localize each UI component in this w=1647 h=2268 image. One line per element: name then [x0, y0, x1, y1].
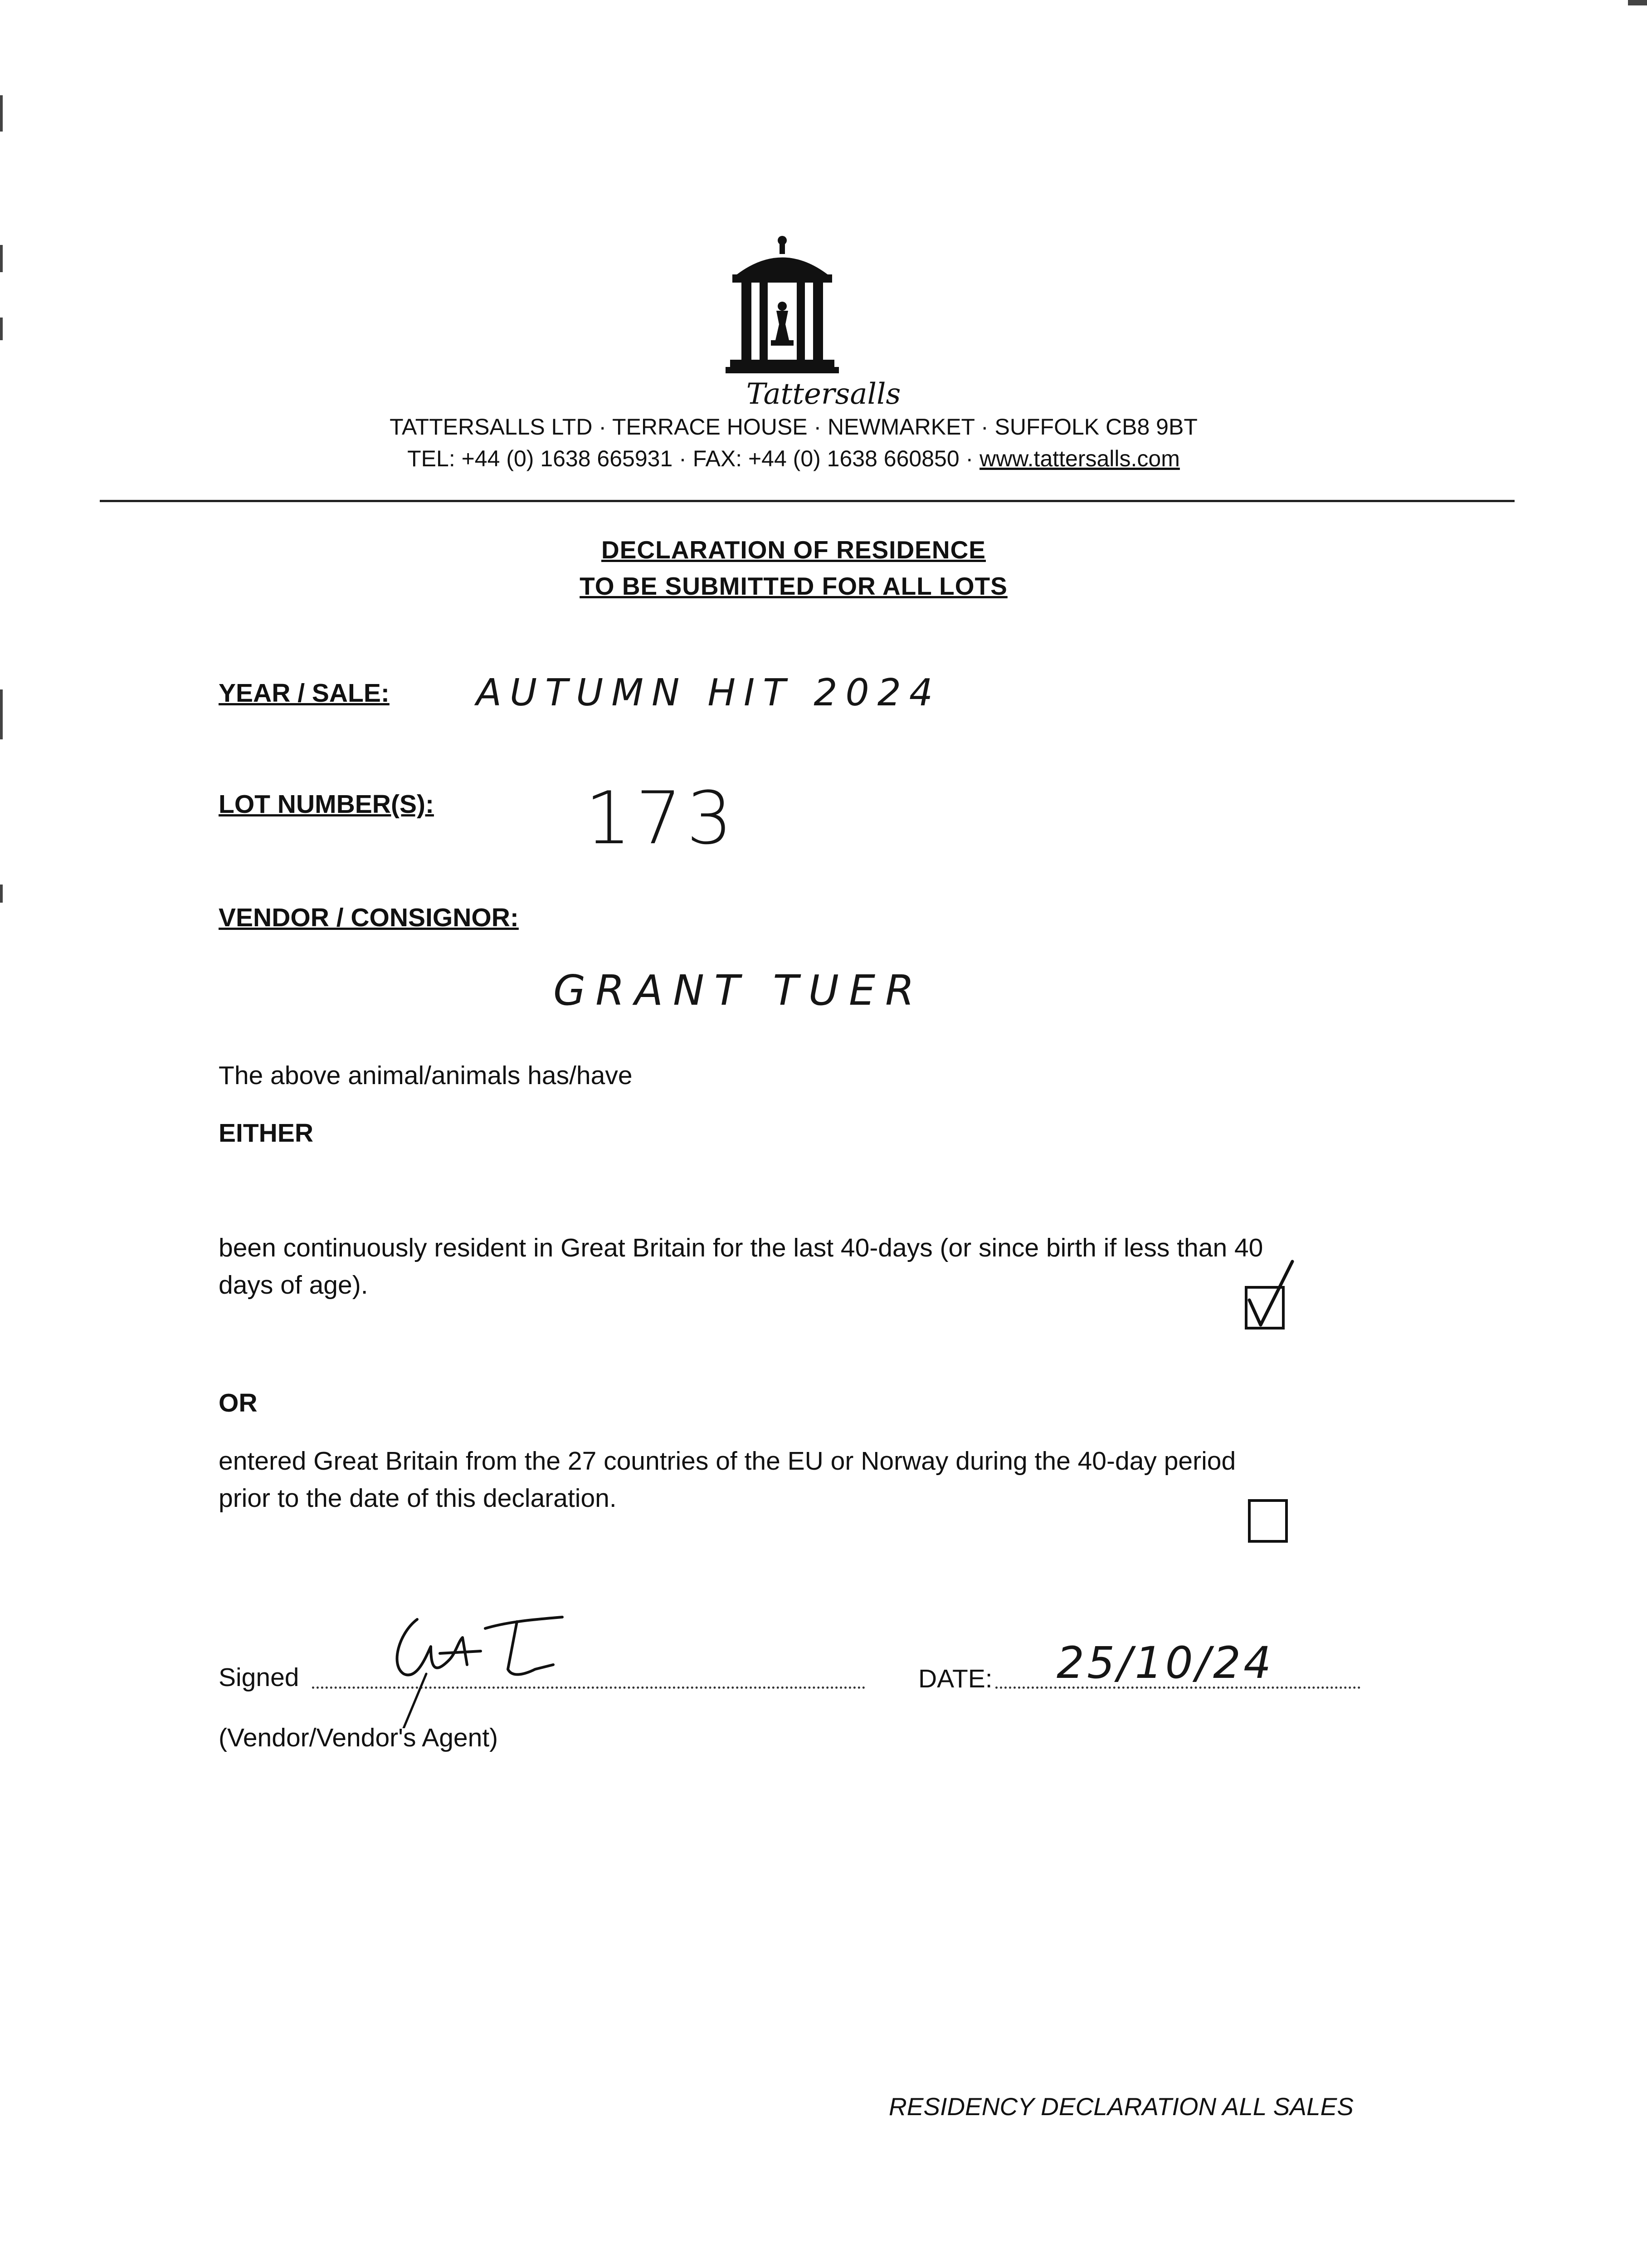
vendor-label: VENDOR / CONSIGNOR:: [219, 903, 519, 932]
option1-checkbox[interactable]: [1245, 1286, 1285, 1330]
document-subtitle: TO BE SUBMITTED FOR ALL LOTS: [580, 572, 1008, 600]
either-label: EITHER: [219, 1119, 314, 1148]
header-divider: [100, 500, 1515, 502]
brand-name: Tattersalls: [746, 377, 901, 411]
scan-speck: [0, 245, 3, 272]
or-label: OR: [219, 1388, 258, 1418]
contact-numbers: TEL: +44 (0) 1638 665931 · FAX: +44 (0) 1638 660850 ·: [407, 446, 980, 471]
year-sale-label: YEAR / SALE:: [219, 679, 390, 708]
signature-mark[interactable]: [372, 1601, 608, 1728]
scan-speck: [1628, 0, 1647, 5]
option2-text-line1: entered Great Britain from the 27 countries of the EU or Norway during the 40-day period: [219, 1447, 1236, 1476]
scan-speck: [0, 689, 3, 739]
intro-text: The above animal/animals has/have: [219, 1061, 633, 1090]
option2-text-line2: prior to the date of this declaration.: [219, 1484, 617, 1513]
vendor-value[interactable]: GRANT TUER: [553, 966, 924, 1015]
company-contact: [0, 445, 1587, 472]
form-footer: RESIDENCY DECLARATION ALL SALES: [889, 2092, 1354, 2121]
year-sale-value[interactable]: AUTUMN HIT 2024: [476, 671, 941, 714]
date-label: DATE:: [918, 1664, 993, 1693]
document-title: DECLARATION OF RESIDENCE: [601, 536, 986, 564]
scan-speck: [0, 885, 3, 903]
option1-text-line1: been continuously resident in Great Britain for the last 40-days (or since birth if less than 40: [219, 1233, 1263, 1262]
lot-number-value[interactable]: 173: [585, 776, 737, 860]
option1-text-line2: days of age).: [219, 1271, 368, 1300]
option2-checkbox[interactable]: [1248, 1499, 1288, 1543]
website-link[interactable]: www.tattersalls.com: [979, 446, 1180, 471]
checkmark-icon: [1245, 1257, 1308, 1330]
lot-number-label: LOT NUMBER(S):: [219, 790, 434, 819]
signed-label: Signed: [219, 1663, 299, 1692]
tattersalls-logo: [716, 231, 848, 376]
company-address: TATTERSALLS LTD · TERRACE HOUSE · NEWMARKET · SUFFOLK CB8 9BT: [390, 414, 1198, 440]
date-value[interactable]: 25/10/24: [1057, 1637, 1274, 1688]
scan-speck: [0, 318, 3, 340]
scan-speck: [0, 95, 3, 132]
signer-role: (Vendor/Vendor's Agent): [219, 1723, 498, 1752]
